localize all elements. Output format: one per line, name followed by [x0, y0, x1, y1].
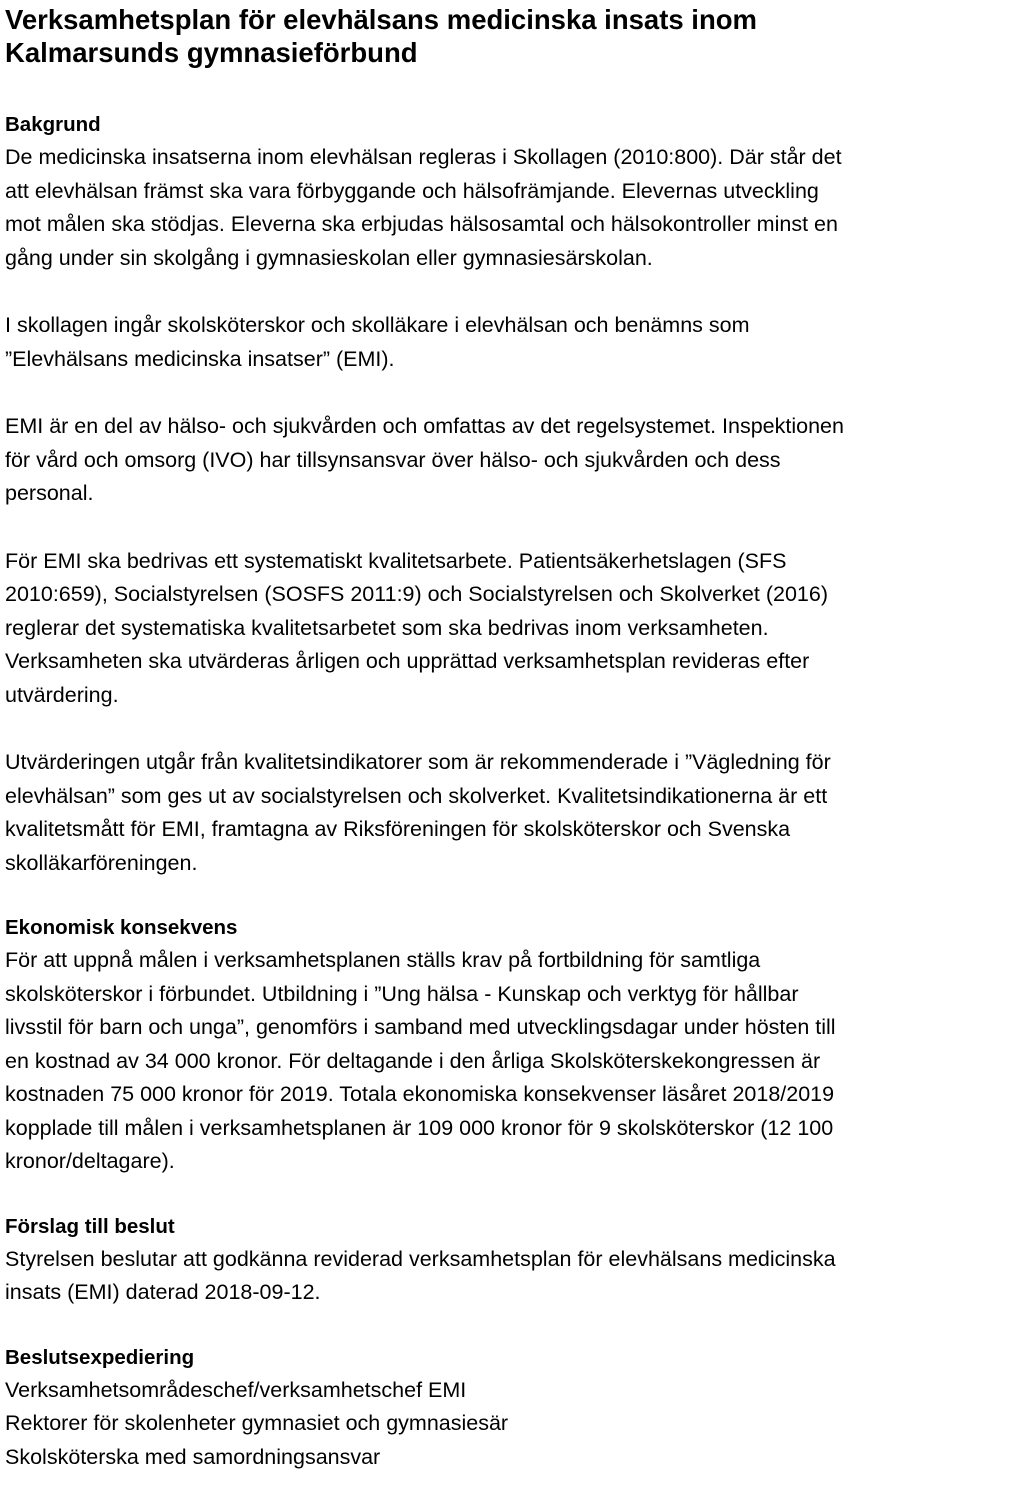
text-line: Verksamheten ska utvärderas årligen och upprättad verksamhetsplan revideras efter: [5, 649, 810, 673]
paragraph: [5, 141, 1021, 275]
text-line: EMI är en del av hälso- och sjukvården och omfattas av det regelsystemet. Inspektionen: [5, 414, 844, 438]
text-line: kostnaden 75 000 kronor för 2019. Totala ekonomiska konsekvenser läsåret 2018/2019: [5, 1082, 835, 1106]
document-page: [5, 0, 1021, 1474]
text-line: Verksamhetsområdeschef/verksamhetschef EMI: [5, 1377, 467, 1402]
title-line: Verksamhetsplan för elevhälsans medicinska insats inom: [5, 4, 757, 35]
text-line: Skolsköterska med samordningsansvar: [5, 1444, 381, 1469]
text-line: mot målen ska stödjas. Eleverna ska erbjudas hälsosamtal och hälsokontroller minst en: [5, 212, 838, 236]
paragraph: [5, 410, 1021, 511]
section-forslag-till-beslut: [5, 1213, 1021, 1310]
section-beslutsexpediering: [5, 1344, 1021, 1475]
text-line: ”Elevhälsans medicinska insatser” (EMI).: [5, 346, 395, 371]
paragraph: [5, 1243, 1021, 1310]
paragraph: [5, 309, 1021, 376]
text-line: utvärdering.: [5, 682, 119, 707]
text-line: livsstil för barn och unga”, genomförs i samband med utvecklingsdagar under hösten till: [5, 1015, 836, 1039]
text-line: gång under sin skolgång i gymnasieskolan eller gymnasiesärskolan.: [5, 245, 653, 270]
section-heading: Bakgrund: [5, 113, 101, 136]
text-line: För att uppnå målen i verksamhetsplanen ställs krav på fortbildning för samtliga: [5, 948, 761, 972]
text-line: Rektorer för skolenheter gymnasiet och gymnasiesär: [5, 1411, 509, 1435]
text-line: för vård och omsorg (IVO) har tillsynsansvar över hälso- och sjukvården och dess: [5, 447, 781, 472]
text-line: Utvärderingen utgår från kvalitetsindikatorer som är rekommenderade i ”Vägledning för: [5, 750, 831, 774]
text-line: skolläkarföreningen.: [5, 850, 198, 875]
section-heading: Beslutsexpediering: [5, 1345, 195, 1369]
section-heading: Ekonomisk konsekvens: [5, 916, 238, 939]
text-line: 2010:659), Socialstyrelsen (SOSFS 2011:9) och Socialstyrelsen och Skolverket (2016): [5, 582, 828, 606]
text-line: kronor/deltagare).: [5, 1149, 175, 1173]
text-line: att elevhälsan främst ska vara förbyggande och hälsofrämjande. Elevernas utveckling: [5, 178, 819, 203]
paragraph: [5, 545, 1021, 713]
text-line: elevhälsan” som ges ut av socialstyrelsen och skolverket. Kvalitetsindikationerna är ett: [5, 783, 828, 808]
paragraph: [5, 746, 1021, 880]
paragraph: [5, 1374, 1021, 1475]
title-line: Kalmarsunds gymnasieförbund: [5, 37, 418, 68]
text-line: insats (EMI) daterad 2018-09-12.: [5, 1280, 321, 1304]
text-line: kopplade till målen i verksamhetsplanen är 109 000 kronor för 9 skolsköterskor (12 100: [5, 1115, 834, 1140]
text-line: personal.: [5, 481, 94, 505]
text-line: kvalitetsmått för EMI, framtagna av Riksföreningen för skolsköterskor och Svenska: [5, 817, 791, 841]
text-line: De medicinska insatserna inom elevhälsan regleras i Skollagen (2010:800). Där står det: [5, 145, 842, 169]
paragraph: [5, 944, 1021, 1179]
section-bakgrund: [5, 111, 1021, 880]
text-line: För EMI ska bedrivas ett systematiskt kvalitetsarbete. Patientsäkerhetslagen (SFS: [5, 548, 787, 573]
section-ekonomisk-konsekvens: [5, 914, 1021, 1179]
text-line: I skollagen ingår skolsköterskor och skolläkare i elevhälsan och benämns som: [5, 313, 750, 337]
text-line: reglerar det systematiska kvalitetsarbetet som ska bedrivas inom verksamheten.: [5, 615, 769, 640]
document-title: [5, 0, 1021, 69]
text-line: skolsköterskor i förbundet. Utbildning i ”Ung hälsa - Kunskap och verktyg för hållbar: [5, 981, 799, 1006]
section-heading: Förslag till beslut: [5, 1214, 175, 1238]
text-line: Styrelsen beslutar att godkänna reviderad verksamhetsplan för elevhälsans medicinska: [5, 1246, 836, 1271]
text-line: en kostnad av 34 000 kronor. För deltagande i den årliga Skolsköterskekongressen är: [5, 1048, 821, 1073]
